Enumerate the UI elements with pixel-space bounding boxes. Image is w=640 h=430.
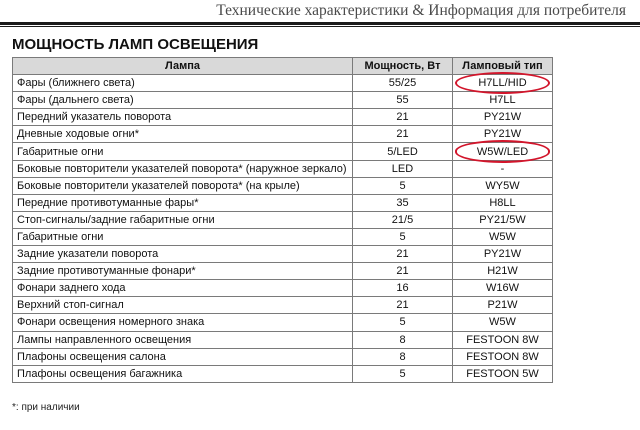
lamp-power-cell: 21 <box>353 297 453 314</box>
lamp-type-cell <box>453 75 553 92</box>
lamp-power-cell: 21 <box>353 263 453 280</box>
table-row <box>13 348 553 365</box>
table-row <box>13 75 553 92</box>
lamp-name-cell: Фонари заднего хода <box>13 280 353 297</box>
table-row <box>13 177 553 194</box>
lamp-name-cell: Верхний стоп-сигнал <box>13 297 353 314</box>
table-header-row <box>13 58 553 75</box>
table-row <box>13 211 553 228</box>
table-row <box>13 297 553 314</box>
lamp-power-cell: 21 <box>353 246 453 263</box>
table-row <box>13 280 553 297</box>
lamp-type-cell <box>453 280 553 297</box>
lamp-name-cell: Габаритные огни <box>13 228 353 245</box>
lamp-type-cell <box>453 348 553 365</box>
lamp-type-cell <box>453 211 553 228</box>
lamp-type-label: H21W <box>487 265 518 278</box>
lamp-type-label: H7LL <box>489 94 516 107</box>
table-row <box>13 314 553 331</box>
lamp-type-label: P21W <box>487 299 518 312</box>
lamp-name-cell: Задние противотуманные фонари* <box>13 263 353 280</box>
lamp-power-cell: 8 <box>353 331 453 348</box>
lamp-type-cell <box>453 143 553 160</box>
lamp-type-label: - <box>500 162 505 175</box>
lamp-name-cell: Фары (дальнего света) <box>13 92 353 109</box>
lamp-type-label: FESTOON 5W <box>466 367 539 380</box>
lamp-name-cell: Боковые повторители указателей поворота* (на крыле) <box>13 177 353 194</box>
lamp-name-cell: Передний указатель поворота <box>13 109 353 126</box>
lamp-name-cell: Боковые повторители указателей поворота* (наружное зеркало) <box>13 160 353 177</box>
lamp-name-cell: Фары (ближнего света) <box>13 75 353 92</box>
lamp-type-label: H7LL/HID <box>478 77 527 90</box>
lamp-type-cell <box>453 228 553 245</box>
table-row <box>13 92 553 109</box>
lamp-type-cell <box>453 365 553 382</box>
lamp-type-cell <box>453 331 553 348</box>
column-header-lamp: Лампа <box>13 58 353 75</box>
lamp-name-cell: Задние указатели поворота <box>13 246 353 263</box>
lamp-type-cell <box>453 109 553 126</box>
column-header-power: Мощность, Вт <box>353 58 453 75</box>
column-header-type: Ламповый тип <box>453 58 553 75</box>
lamp-name-cell: Дневные ходовые огни* <box>13 126 353 143</box>
lamp-name-cell: Лампы направленного освещения <box>13 331 353 348</box>
lamp-type-label: PY21W <box>483 111 522 124</box>
lamp-power-cell: 5 <box>353 365 453 382</box>
lamp-name-cell: Фонари освещения номерного знака <box>13 314 353 331</box>
table-row <box>13 126 553 143</box>
page-header-title: Технические характеристики & Информация для потребителя <box>216 2 626 19</box>
table-row <box>13 194 553 211</box>
lamp-name-cell: Стоп-сигналы/задние габаритные огни <box>13 211 353 228</box>
lamp-power-cell: 5 <box>353 177 453 194</box>
lamp-type-cell <box>453 177 553 194</box>
table-row <box>13 160 553 177</box>
header-divider <box>0 22 640 25</box>
lamp-type-label: FESTOON 8W <box>466 333 539 346</box>
header-divider-thin <box>0 26 640 27</box>
lamp-name-cell: Передние противотуманные фары* <box>13 194 353 211</box>
lamp-type-label: W5W <box>489 316 516 329</box>
lamp-name-cell: Плафоны освещения салона <box>13 348 353 365</box>
lamp-power-cell: 8 <box>353 348 453 365</box>
lamp-type-label: FESTOON 8W <box>466 350 539 363</box>
lamp-power-cell: 21 <box>353 109 453 126</box>
lamp-type-label: H8LL <box>489 196 516 209</box>
lamp-type-label: PY21W <box>483 128 522 141</box>
lamp-type-cell <box>453 194 553 211</box>
lamp-power-cell: 5/LED <box>353 143 453 160</box>
table-row <box>13 109 553 126</box>
table-row <box>13 228 553 245</box>
lamp-type-cell <box>453 263 553 280</box>
lamp-type-label: W16W <box>486 282 519 295</box>
lamp-type-cell <box>453 126 553 143</box>
table-row <box>13 331 553 348</box>
table-row <box>13 263 553 280</box>
table-row <box>13 143 553 160</box>
lamp-type-cell <box>453 297 553 314</box>
lamp-type-label: WY5W <box>485 179 520 192</box>
lamp-power-cell: 55/25 <box>353 75 453 92</box>
lamp-power-cell: 5 <box>353 228 453 245</box>
footnote: *: при наличии <box>12 402 80 413</box>
lamp-spec-table <box>12 57 553 383</box>
lamp-power-cell: 21/5 <box>353 211 453 228</box>
lamp-name-cell: Плафоны освещения багажника <box>13 365 353 382</box>
table-row <box>13 246 553 263</box>
lamp-power-cell: 5 <box>353 314 453 331</box>
section-title: МОЩНОСТЬ ЛАМП ОСВЕЩЕНИЯ <box>12 36 259 53</box>
lamp-type-label: PY21/5W <box>479 213 526 226</box>
lamp-type-label: PY21W <box>483 248 522 261</box>
lamp-power-cell: LED <box>353 160 453 177</box>
lamp-name-cell: Габаритные огни <box>13 143 353 160</box>
lamp-type-cell <box>453 246 553 263</box>
lamp-type-cell <box>453 160 553 177</box>
lamp-power-cell: 16 <box>353 280 453 297</box>
lamp-power-cell: 35 <box>353 194 453 211</box>
table-row <box>13 365 553 382</box>
lamp-type-cell <box>453 314 553 331</box>
lamp-power-cell: 55 <box>353 92 453 109</box>
lamp-type-label: W5W/LED <box>476 145 529 158</box>
lamp-type-cell <box>453 92 553 109</box>
lamp-type-label: W5W <box>489 230 516 243</box>
lamp-power-cell: 21 <box>353 126 453 143</box>
